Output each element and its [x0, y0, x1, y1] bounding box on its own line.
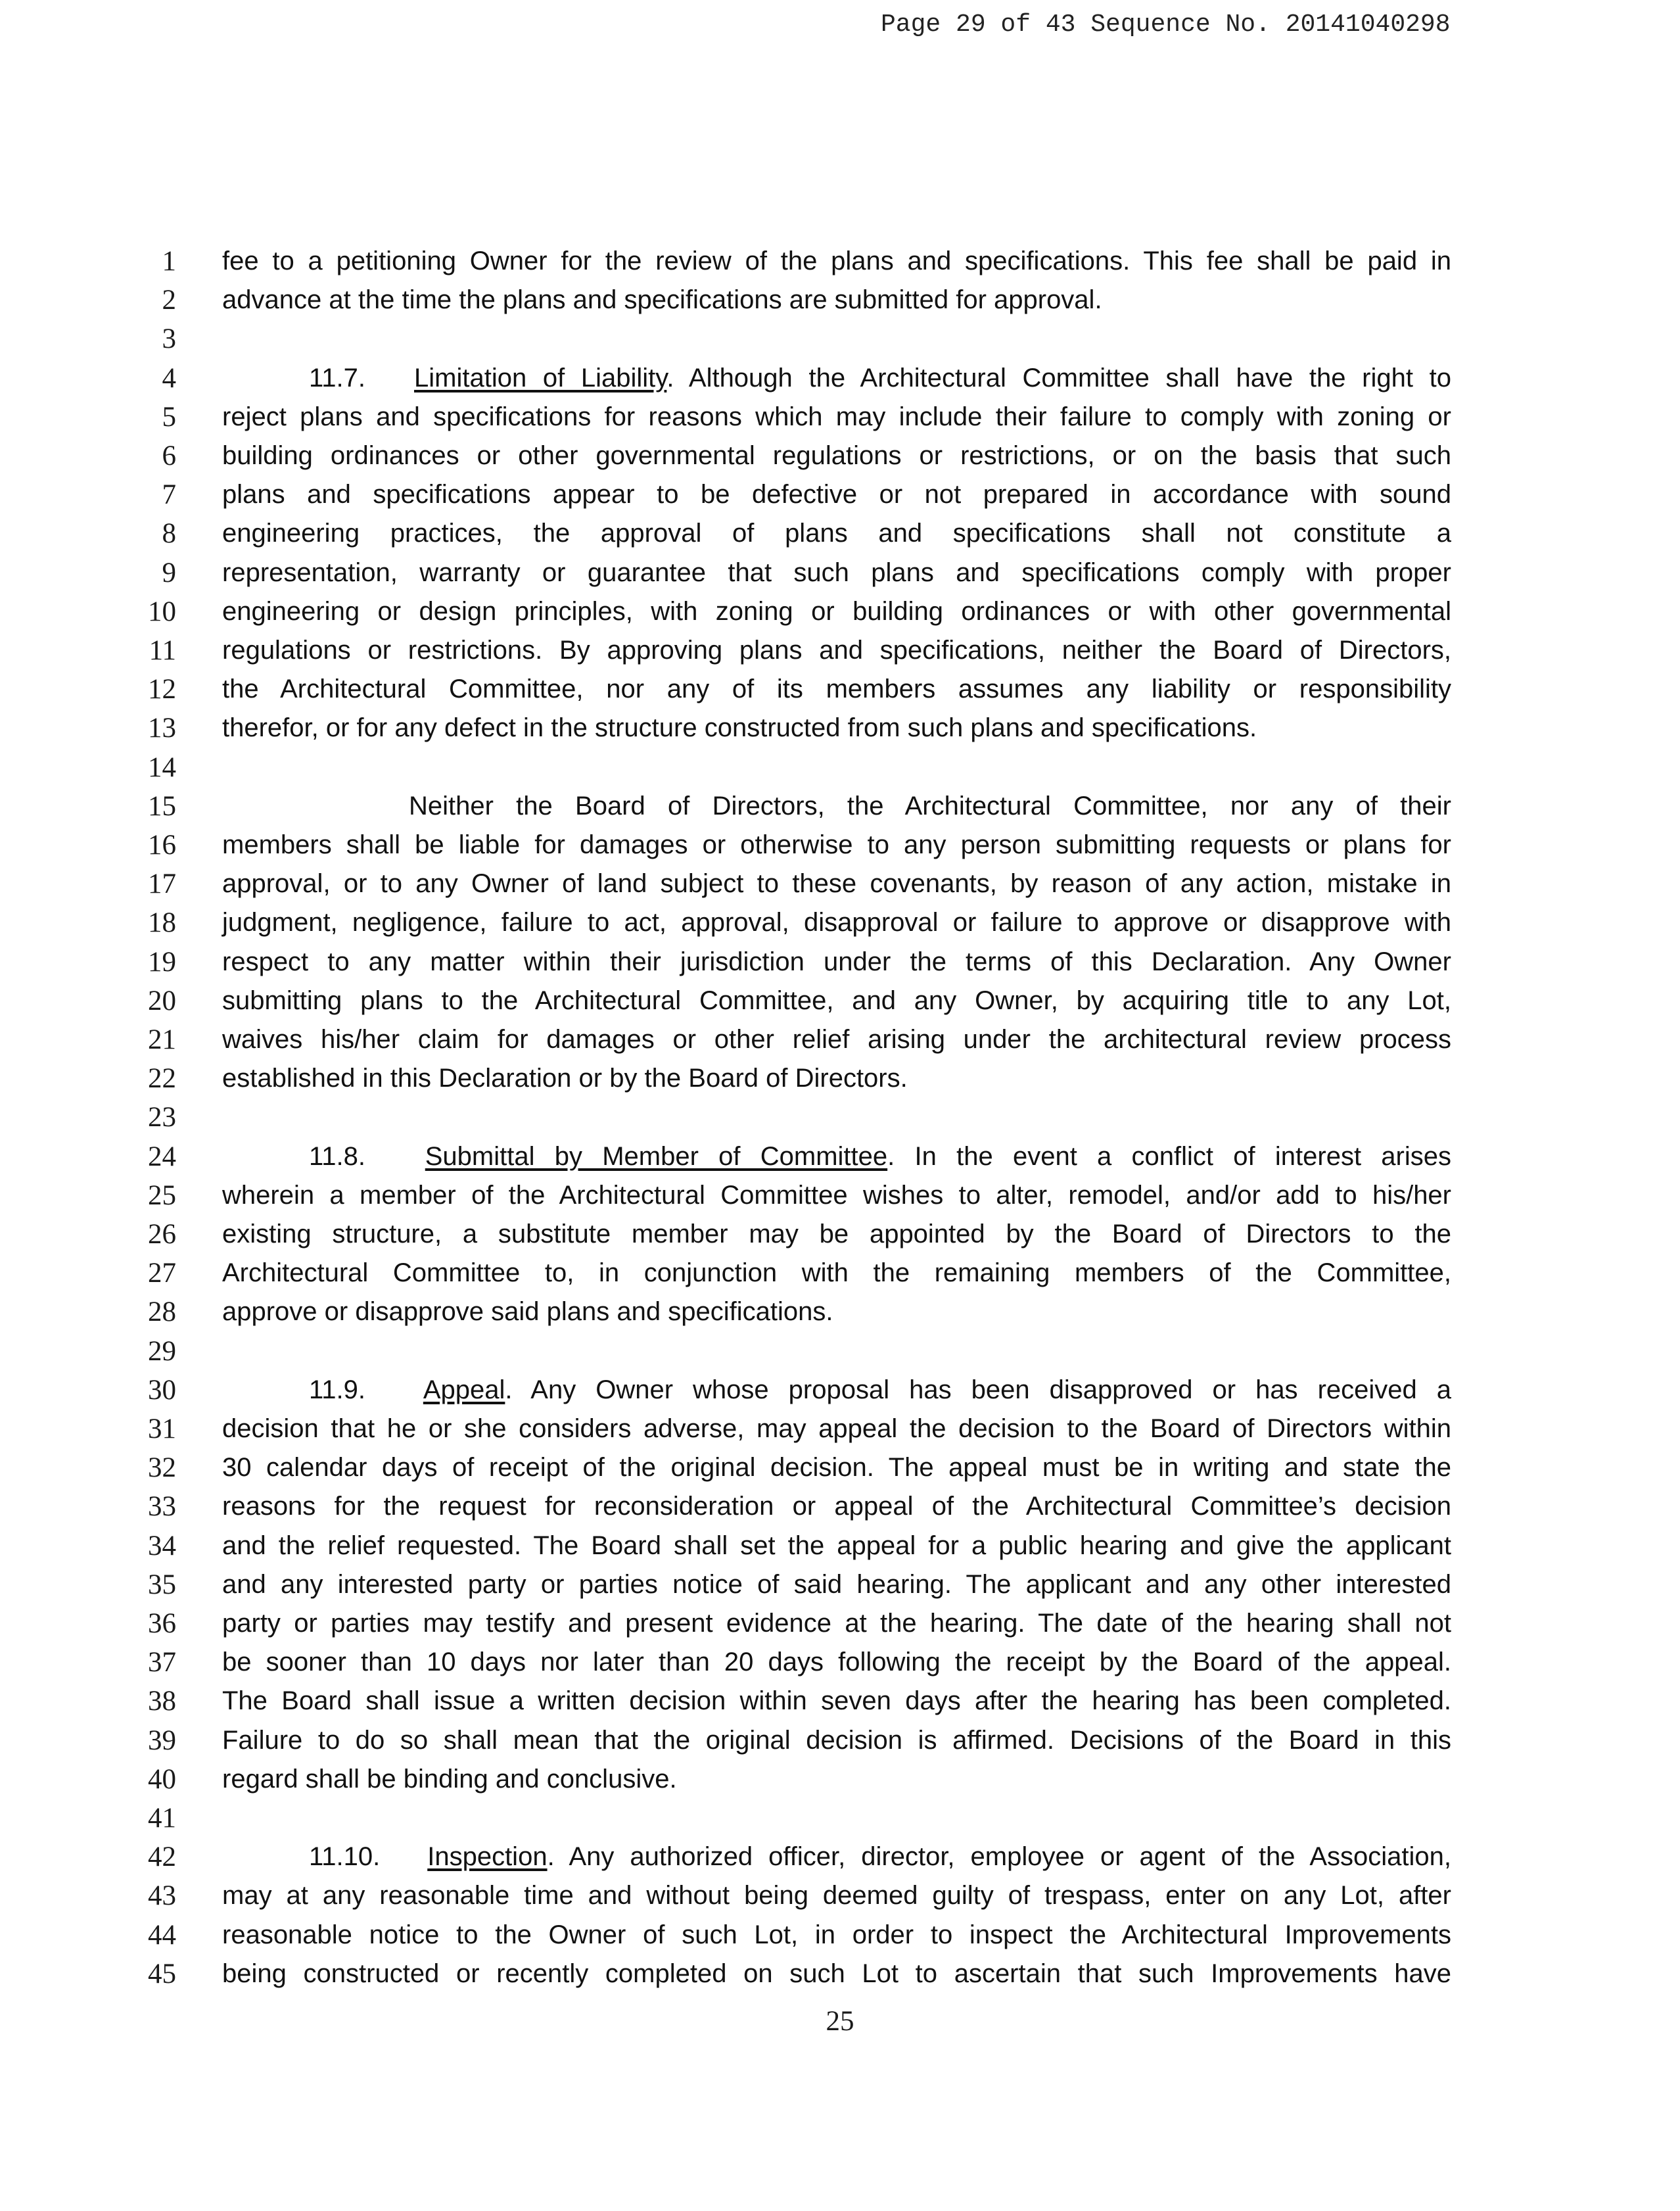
document-line	[0, 1955, 1680, 1993]
line-number: 5	[162, 401, 176, 433]
line-text: therefor, or for any defect in the structure constructed from such plans and specifications.	[222, 713, 1257, 743]
line-number: 41	[148, 1803, 176, 1834]
line-number: 38	[148, 1686, 176, 1717]
document-line	[0, 787, 1680, 826]
section-number: 11.8.	[309, 1141, 365, 1171]
document-line	[0, 982, 1680, 1020]
document-line	[0, 943, 1680, 982]
line-text: respect to any matter within their jurisdiction under the terms of this Declaration. Any Owner	[222, 947, 1451, 976]
document-line	[0, 1760, 1680, 1799]
document-line	[0, 1059, 1680, 1098]
line-number: 34	[148, 1530, 176, 1561]
line-text: decision that he or she considers adverse, may appeal the decision to the Board of Directors within	[222, 1414, 1451, 1443]
line-number: 22	[148, 1063, 176, 1095]
line-text: Neither the Board of Directors, the Architectural Committee, nor any of their	[409, 791, 1451, 820]
line-number: 42	[148, 1842, 176, 1873]
line-text: reject plans and specifications for reasons which may include their failure to comply with zoning or	[222, 402, 1451, 431]
line-text: Architectural Committee to, in conjunction with the remaining members of the Committee,	[222, 1258, 1451, 1288]
line-text: and any interested party or parties notice of said hearing. The applicant and any other interested	[222, 1569, 1451, 1599]
line-text: 30 calendar days of receipt of the original decision. The appeal must be in writing and state the	[222, 1453, 1451, 1483]
line-number: 44	[148, 1919, 176, 1951]
section-heading-line	[309, 1371, 1451, 1410]
line-number: 10	[148, 596, 176, 627]
line-text: fee to a petitioning Owner for the review of the plans and specifications. This fee shall be paid in	[222, 247, 1451, 275]
line-number: 8	[162, 518, 176, 550]
document-line	[0, 1020, 1680, 1059]
sequence-header: Page 29 of 43 Sequence No. 20141040298	[881, 11, 1451, 39]
line-text: reasons for the request for reconsideration or appeal of the Architectural Committee’s decision	[222, 1492, 1451, 1521]
document-line	[0, 1215, 1680, 1254]
line-text: established in this Declaration or by the Board of Directors.	[222, 1064, 908, 1093]
line-number: 23	[148, 1102, 176, 1133]
line-number: 37	[148, 1647, 176, 1678]
line-text: being constructed or recently completed on such Lot to ascertain that such Improvements have	[222, 1959, 1451, 1988]
line-text: representation, warranty or guarantee that such plans and specifications comply with proper	[222, 558, 1451, 587]
document-line	[0, 1838, 1680, 1876]
line-number: 33	[148, 1491, 176, 1523]
line-text: Failure to do so shall mean that the original decision is affirmed. Decisions of the Board in this	[222, 1725, 1451, 1755]
line-text: regulations or restrictions. By approving plans and specifications, neither the Board of Directors,	[222, 636, 1451, 665]
document-line	[0, 826, 1680, 865]
document-line	[0, 1721, 1680, 1760]
line-number: 30	[148, 1374, 176, 1406]
section-number: 11.10.	[309, 1842, 381, 1872]
line-number: 1	[162, 246, 176, 277]
line-number: 24	[148, 1141, 176, 1172]
line-text: approve or disapprove said plans and specifications.	[222, 1297, 833, 1327]
line-number: 13	[148, 713, 176, 744]
line-text: judgment, negligence, failure to act, approval, disapproval or failure to approve or disapprove with	[222, 908, 1451, 938]
document-line	[0, 242, 1680, 281]
line-number: 26	[148, 1219, 176, 1250]
line-text: approval, or to any Owner of land subject to these covenants, by reason of any action, mistake in	[222, 869, 1451, 899]
document-line	[0, 1137, 1680, 1176]
section-title: Inspection	[427, 1842, 548, 1872]
line-number: 27	[148, 1258, 176, 1289]
document-line	[0, 398, 1680, 437]
document-line	[0, 1643, 1680, 1682]
line-text: party or parties may testify and present evidence at the hearing. The date of the hearing shall not	[222, 1609, 1451, 1638]
document-line	[0, 1916, 1680, 1955]
document-line	[0, 592, 1680, 631]
document-line	[0, 1176, 1680, 1215]
line-number: 20	[148, 985, 176, 1016]
line-number: 45	[148, 1958, 176, 1989]
line-number: 31	[148, 1414, 176, 1444]
document-line	[0, 1799, 1680, 1838]
line-number: 15	[148, 790, 176, 822]
line-number: 4	[162, 362, 176, 394]
line-number: 43	[148, 1880, 176, 1912]
document-line	[0, 631, 1680, 670]
line-number: 2	[162, 285, 176, 316]
line-text: . Any authorized officer, director, employee or agent of the Association,	[547, 1842, 1451, 1872]
line-text: be sooner than 10 days nor later than 20 days following the receipt by the Board of the appeal.	[222, 1648, 1451, 1677]
section-heading-line	[309, 359, 1451, 398]
line-text: . In the event a conflict of interest arises	[887, 1141, 1451, 1171]
section-heading-line	[309, 1838, 1451, 1876]
section-title: Limitation of Liability	[414, 363, 667, 392]
section-heading-line	[309, 1137, 1451, 1176]
line-number: 32	[148, 1452, 176, 1484]
document-line	[0, 320, 1680, 358]
document-line	[0, 1604, 1680, 1643]
document-line	[0, 1682, 1680, 1721]
document-line	[0, 1487, 1680, 1526]
line-text: existing structure, a substitute member may be appointed by the Board of Directors to the	[222, 1220, 1451, 1248]
line-number: 9	[162, 557, 176, 588]
section-number: 11.9.	[309, 1375, 365, 1404]
document-line	[0, 1293, 1680, 1331]
document-line	[0, 1098, 1680, 1137]
line-number: 12	[148, 674, 176, 705]
document-line	[0, 437, 1680, 475]
line-number: 29	[148, 1335, 176, 1367]
document-line	[0, 1527, 1680, 1565]
line-number: 19	[148, 946, 176, 978]
document-line	[0, 1876, 1680, 1915]
line-number: 25	[148, 1179, 176, 1211]
line-number: 6	[162, 440, 176, 471]
document-line	[0, 1254, 1680, 1293]
section-title: Submittal by Member of Committee	[425, 1141, 888, 1171]
line-number: 14	[148, 751, 176, 783]
line-text: The Board shall issue a written decision within seven days after the hearing has been completed.	[222, 1686, 1451, 1716]
line-text: submitting plans to the Architectural Committee, and any Owner, by acquiring title to any Lot,	[222, 986, 1451, 1015]
document-line	[0, 281, 1680, 320]
document-line	[0, 359, 1680, 398]
line-number: 39	[148, 1724, 176, 1756]
line-text: waives his/her claim for damages or other relief arising under the architectural review process	[222, 1025, 1451, 1054]
document-line	[0, 1371, 1680, 1410]
line-text: reasonable notice to the Owner of such Lot, in order to inspect the Architectural Improvements	[222, 1920, 1451, 1949]
document-line	[0, 514, 1680, 553]
line-number: 16	[148, 830, 176, 861]
line-number: 21	[148, 1024, 176, 1055]
section-number: 11.7.	[309, 363, 365, 392]
line-number: 17	[148, 868, 176, 900]
document-line	[0, 748, 1680, 787]
line-text: . Any Owner whose proposal has been disapproved or has received a	[505, 1375, 1452, 1404]
line-text: members shall be liable for damages or otherwise to any person submitting requests or plans for	[222, 830, 1451, 859]
line-number: 40	[148, 1763, 176, 1795]
document-line	[0, 903, 1680, 942]
line-text: the Architectural Committee, nor any of its members assumes any liability or responsibility	[222, 675, 1451, 704]
line-text: engineering or design principles, with zoning or building ordinances or with other governmental	[222, 596, 1451, 626]
line-text: regard shall be binding and conclusive.	[222, 1764, 677, 1794]
line-number: 3	[162, 323, 176, 355]
document-line	[0, 865, 1680, 903]
document-line	[0, 1448, 1680, 1487]
line-text: advance at the time the plans and specifications are submitted for approval.	[222, 285, 1102, 315]
document-line	[0, 1332, 1680, 1371]
section-title: Appeal	[423, 1375, 505, 1404]
line-number: 36	[148, 1608, 176, 1639]
line-text: engineering practices, the approval of plans and specifications shall not constitute a	[222, 519, 1451, 548]
document-line	[0, 554, 1680, 592]
page-number: 25	[826, 2006, 854, 2037]
document-line	[0, 1565, 1680, 1604]
document-line	[0, 709, 1680, 748]
line-number: 18	[148, 907, 176, 939]
line-number: 11	[149, 635, 176, 666]
line-text: building ordinances or other governmental regulations or restrictions, or on the basis that such	[222, 441, 1451, 470]
line-number: 28	[148, 1296, 176, 1328]
document-line	[0, 1410, 1680, 1448]
line-text: and the relief requested. The Board shall set the appeal for a public hearing and give the applicant	[222, 1531, 1451, 1560]
line-number: 35	[148, 1569, 176, 1600]
document-line	[0, 475, 1680, 514]
line-text: plans and specifications appear to be defective or not prepared in accordance with sound	[222, 480, 1451, 510]
document-line	[0, 670, 1680, 709]
line-number: 7	[162, 479, 176, 511]
line-text: wherein a member of the Architectural Committee wishes to alter, remodel, and/or add to his/her	[222, 1180, 1451, 1210]
line-text: . Although the Architectural Committee shall have the right to	[666, 363, 1451, 392]
line-text: may at any reasonable time and without being deemed guilty of trespass, enter on any Lot, after	[222, 1881, 1451, 1911]
